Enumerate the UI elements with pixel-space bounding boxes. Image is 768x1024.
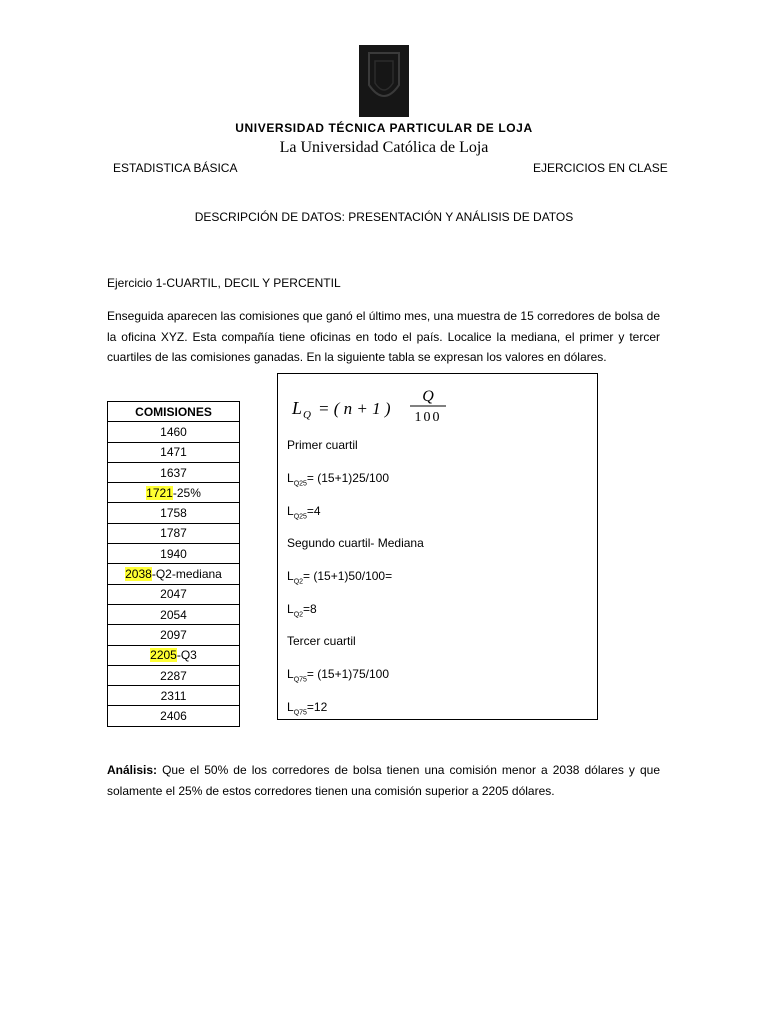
table-row bbox=[108, 442, 240, 462]
university-name: UNIVERSIDAD TÉCNICA PARTICULAR DE LOJA bbox=[235, 121, 533, 135]
table-row bbox=[108, 604, 240, 624]
analysis-label: Análisis: bbox=[107, 763, 158, 777]
table-row bbox=[108, 584, 240, 604]
formula-lhs-subscript: Q bbox=[303, 409, 311, 421]
commission-cell bbox=[108, 544, 240, 564]
commission-cell bbox=[108, 564, 240, 584]
commission-value: 1940 bbox=[160, 546, 187, 561]
q1-result: $L_{Q25}=4$ bbox=[287, 504, 321, 521]
second-quartile-label: Segundo cuartil- Mediana bbox=[287, 536, 424, 550]
table-row bbox=[108, 706, 240, 726]
commission-value: 2287 bbox=[160, 668, 187, 683]
commission-cell bbox=[108, 462, 240, 482]
commission-value: 2038 bbox=[125, 567, 152, 582]
commission-value: 2047 bbox=[160, 587, 187, 602]
commission-value: 2406 bbox=[160, 709, 187, 724]
exercise-intro: Enseguida aparecen las comisiones que ganó el último mes, una muestra de 15 corredores de bolsa de la oficina XYZ. Esta compañía tiene oficinas en todo el país. Localice la mediana, el primer y tercer cuartiles de las comisiones ganadas. En la siguiente tabla se expresan los valores en dólares. bbox=[107, 309, 660, 364]
section-label: EJERCICIOS EN CLASE bbox=[533, 161, 668, 175]
commission-value: 2205 bbox=[150, 648, 177, 663]
commission-value: 1471 bbox=[160, 445, 187, 460]
commission-cell bbox=[108, 503, 240, 523]
commission-value: 2311 bbox=[160, 688, 187, 703]
formula-rhs: = ( n + 1 ) bbox=[318, 399, 391, 418]
table-row bbox=[108, 422, 240, 442]
commission-cell bbox=[108, 483, 240, 503]
commission-cell bbox=[108, 442, 240, 462]
university-tagline: La Universidad Católica de Loja bbox=[279, 139, 489, 156]
formula-denominator: 100 bbox=[414, 410, 442, 424]
table-row bbox=[108, 665, 240, 685]
q1-calc: $L_{Q25}= (15+1)25/100$ bbox=[287, 471, 389, 488]
commission-note: -Q2-mediana bbox=[151, 567, 222, 582]
commission-cell bbox=[108, 665, 240, 685]
commission-value: 1758 bbox=[160, 506, 187, 521]
q3-result: $L_{Q75}=12$ bbox=[287, 700, 328, 717]
table-row bbox=[108, 462, 240, 482]
commission-cell bbox=[108, 584, 240, 604]
university-logo bbox=[359, 45, 409, 117]
table-row bbox=[108, 483, 240, 503]
formula-box bbox=[277, 373, 598, 720]
commission-cell bbox=[108, 686, 240, 706]
commission-value: 1721 bbox=[146, 485, 173, 500]
commission-cell bbox=[108, 645, 240, 665]
document-title: DESCRIPCIÓN DE DATOS: PRESENTACIÓN Y ANÁLISIS DE DATOS bbox=[194, 210, 574, 224]
table-row bbox=[108, 625, 240, 645]
first-quartile-label: Primer cuartil bbox=[287, 438, 358, 452]
commission-note: -25% bbox=[172, 485, 201, 500]
analysis-paragraph bbox=[107, 760, 660, 801]
table-header: COMISIONES bbox=[108, 402, 240, 422]
table-row bbox=[108, 645, 240, 665]
course-name: ESTADISTICA BÁSICA bbox=[113, 161, 238, 175]
exercise-heading: Ejercicio 1-CUARTIL, DECIL Y PERCENTIL bbox=[107, 276, 341, 290]
commission-cell bbox=[108, 604, 240, 624]
commission-cell bbox=[108, 422, 240, 442]
commission-value: 1460 bbox=[160, 424, 187, 439]
commission-value: 1637 bbox=[160, 465, 187, 480]
commissions-table bbox=[107, 401, 240, 727]
table-row bbox=[108, 523, 240, 543]
commission-value: 2054 bbox=[160, 607, 187, 622]
table-row bbox=[108, 544, 240, 564]
table-row bbox=[108, 503, 240, 523]
commission-cell bbox=[108, 706, 240, 726]
commission-note: -Q3 bbox=[176, 648, 197, 663]
commission-cell bbox=[108, 625, 240, 645]
q2-calc: $L_{Q2}= (15+1)50/100=$ bbox=[287, 569, 393, 586]
table-row bbox=[108, 564, 240, 584]
formula-numerator: Q bbox=[422, 388, 434, 405]
formula-lhs: L bbox=[292, 398, 303, 418]
quartile-formula bbox=[290, 384, 465, 429]
q3-calc: $L_{Q75}= (15+1)75/100$ bbox=[287, 667, 389, 684]
analysis-text: Que el 50% de los corredores de bolsa tienen una comisión menor a 2038 dólares y que solamente el 25% de estos corredores tienen una comisión superior a 2205 dólares. bbox=[107, 763, 660, 798]
commission-cell bbox=[108, 523, 240, 543]
q2-result: $L_{Q2}=8$ bbox=[287, 602, 317, 619]
third-quartile-label: Tercer cuartil bbox=[287, 634, 356, 648]
commission-value: 1787 bbox=[160, 526, 187, 541]
commission-value: 2097 bbox=[160, 627, 187, 642]
table-row bbox=[108, 686, 240, 706]
